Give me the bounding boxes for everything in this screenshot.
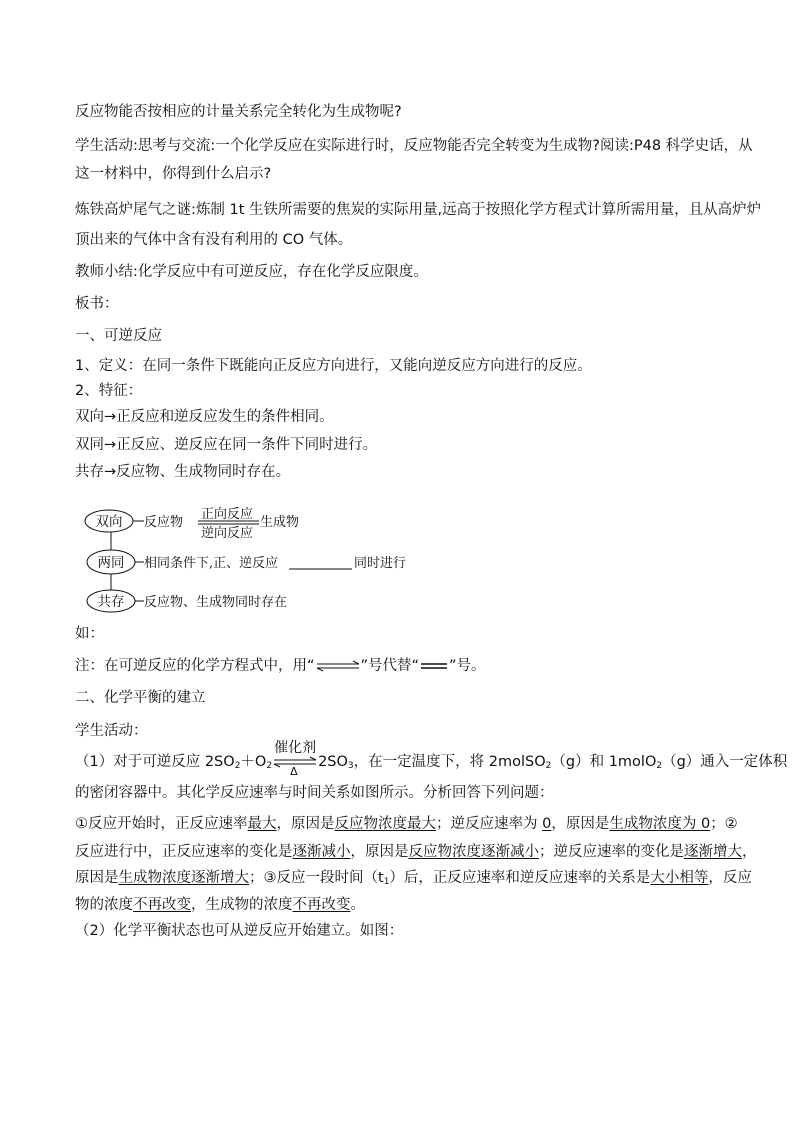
- reversible-arrow-icon: [315, 660, 361, 672]
- oval-label: 两同: [97, 555, 125, 571]
- text-line: 学生活动:思考与交流:一个化学反应在实际进行时，反应物能否完全转变为生成物?阅读:P48 科学史话，从: [75, 138, 753, 154]
- row1-reverse: 逆向反应: [201, 526, 254, 541]
- note-text: ”号。: [449, 658, 486, 674]
- q1-text: ＋O: [240, 754, 267, 770]
- answer-line: [75, 814, 738, 834]
- q1-text: ，在一定温度下，将 2molSO: [353, 754, 546, 770]
- subscript: 2: [234, 761, 241, 771]
- text-line: 反应物能否按相应的计量关系完全转化为生成物呢?: [75, 104, 402, 120]
- q1-text: （g）和 1molO: [551, 754, 657, 770]
- section-label: 学生活动：: [75, 723, 148, 739]
- answer-blank: 生成物浓度逐渐增大: [118, 870, 249, 886]
- answer-blank: 不再改变: [292, 897, 351, 913]
- answer-blank: 最大: [247, 816, 277, 832]
- section-label: 板书：: [75, 296, 119, 312]
- answer-text: ；逆反应速率为: [436, 816, 543, 832]
- answer-text: 物的浓度: [75, 897, 133, 913]
- answer-blank: 逐渐增大: [684, 844, 742, 860]
- reversible-reaction-diagram: [78, 493, 418, 615]
- row2-simultaneous: 同时进行: [354, 556, 407, 571]
- question-2: （2）化学平衡状态也可从逆反应开始建立。如图：: [75, 923, 404, 939]
- text-line: 2、特征：: [75, 383, 143, 399]
- oval-label: 共存: [97, 594, 125, 610]
- text-line: 的密闭容器中。其化学反应速率与时间关系如图所示。分析回答下列问题：: [75, 785, 554, 801]
- answer-line: [75, 868, 752, 888]
- answer-blank: 反应物浓度逐渐减小: [408, 844, 539, 860]
- text-line: 双同→正反应、逆反应在同一条件下同时进行。: [75, 437, 378, 453]
- row1-product: 生成物: [260, 515, 300, 530]
- answer-blank: 大小相等: [650, 870, 709, 886]
- text-line: 教师小结:化学反应中有可逆反应，存在化学反应限度。: [75, 264, 428, 280]
- answer-line: [75, 895, 365, 915]
- answer-blank: 生成物浓度为 0: [609, 816, 711, 832]
- answer-text: ，原因是: [276, 816, 335, 832]
- row2-condition: 相同条件下,正、逆反应: [144, 556, 279, 571]
- note-line: [75, 656, 486, 676]
- answer-text: ，: [742, 844, 757, 860]
- answer-text: 原因是: [75, 870, 119, 886]
- answer-blank: 不再改变: [133, 897, 191, 913]
- section-heading: 一、可逆反应: [75, 328, 162, 344]
- answer-text: ；③反应一段时间（t: [249, 870, 384, 886]
- catalyst-label: 催化剂: [274, 740, 317, 756]
- subscript: 2: [656, 761, 663, 771]
- note-text: 注：在可逆反应的化学方程式中，用“: [75, 658, 315, 674]
- question-1: [75, 740, 788, 778]
- subscript: 3: [347, 761, 354, 771]
- q1-text: （g）通入一定体积: [662, 754, 788, 770]
- answer-blank: 反应物浓度最大: [334, 816, 436, 832]
- q1-text: 2SO: [318, 754, 348, 770]
- answer-line: [75, 842, 757, 862]
- answer-text: ，原因是: [551, 816, 610, 832]
- heat-symbol: Δ: [290, 765, 298, 778]
- text-line: 1、定义：在同一条件下既能向正反应方向进行，又能向逆反应方向进行的反应。: [75, 358, 592, 374]
- answer-text: ；②: [710, 816, 738, 832]
- answer-text: ①反应开始时，正反应速率: [75, 816, 248, 832]
- catalyst-arrow: [272, 740, 318, 778]
- answer-text: ，反应: [708, 870, 752, 886]
- answer-text: ）后，正反应速率和逆反应速率的关系是: [389, 870, 651, 886]
- note-text: ”号代替“: [360, 658, 420, 674]
- answer-text: 反应进行中，正反应速率的变化是: [75, 844, 293, 860]
- subscript: 2: [545, 761, 552, 771]
- equal-sign-icon: [419, 660, 449, 672]
- answer-text: ；逆反应速率的变化是: [539, 844, 684, 860]
- answer-text: ，生成物的浓度: [191, 897, 293, 913]
- text-line: 这一材料中，你得到什么启示?: [75, 166, 272, 182]
- answer-blank: 逐渐减小: [292, 844, 351, 860]
- text-line: 顶出来的气体中含有没有利用的 CO 气体。: [75, 232, 353, 248]
- section-heading: 二、化学平衡的建立: [75, 690, 206, 706]
- answer-text: 。: [350, 897, 365, 913]
- answer-text: ，原因是: [350, 844, 409, 860]
- oval-label: 双向: [95, 514, 123, 530]
- row3-coexist: 反应物、生成物同时存在: [144, 595, 288, 610]
- row1-reactant: 反应物: [144, 515, 184, 530]
- text-line: 共存→反应物、生成物同时存在。: [75, 464, 291, 480]
- text-line: 如：: [75, 626, 104, 642]
- text-line: 双向→正反应和逆反应发生的条件相同。: [75, 409, 334, 425]
- subscript: 1: [383, 877, 390, 887]
- q1-text: （1）对于可逆反应 2SO: [75, 754, 235, 770]
- row1-forward: 正向反应: [201, 507, 254, 522]
- answer-blank: 0: [542, 816, 552, 832]
- text-line: 炼铁高炉尾气之谜:炼制 1t 生铁所需要的焦炭的实际用量,远高于按照化学方程式计算所需用量，且从高炉炉: [75, 202, 762, 218]
- subscript: 2: [266, 761, 273, 771]
